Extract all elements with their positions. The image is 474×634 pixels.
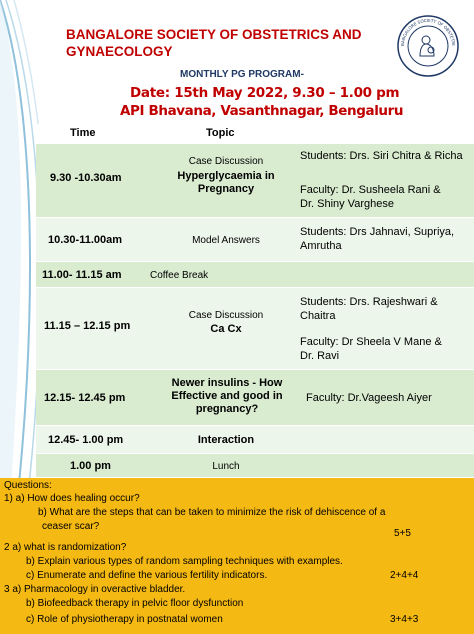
society-seal-icon xyxy=(396,14,460,78)
row-topic-label: Case Discussion xyxy=(188,310,264,321)
table-row xyxy=(36,370,474,426)
question-line: b) Explain various types of random sampling techniques with examples. xyxy=(26,556,343,567)
table-row xyxy=(36,144,474,218)
question-marks: 3+4+3 xyxy=(390,614,419,625)
row-faculty: Faculty: Dr Sheela V Mane & xyxy=(300,336,442,348)
row-students: Students: Drs Jahnavi, Supriya, xyxy=(300,226,455,238)
column-header-topic: Topic xyxy=(206,127,235,139)
row-students: Amrutha xyxy=(300,240,342,252)
row-students: Students: Drs. Siri Chitra & Richa xyxy=(300,150,463,162)
question-line: c) Enumerate and define the various fertility indicators. xyxy=(26,570,268,581)
row-time: 9.30 -10.30am xyxy=(50,172,122,184)
table-row xyxy=(36,218,474,262)
table-header-row xyxy=(36,124,474,144)
questions-section xyxy=(0,478,474,634)
svg-text:BANGALORE SOCIETY OF OBSTETRIC: BANGALORE SOCIETY OF OBSTETRI xyxy=(399,17,457,47)
question-marks: 5+5 xyxy=(394,528,411,539)
title-line-2: GYNAECOLOGY xyxy=(66,44,173,59)
question-line: b) What are the steps that can be taken to minimize the risk of dehiscence of a xyxy=(38,507,386,518)
row-topic: pregnancy? xyxy=(195,403,259,415)
table-row xyxy=(36,288,474,370)
program-subtitle: MONTHLY PG PROGRAM- xyxy=(180,69,304,80)
row-time: 11.15 – 12.15 pm xyxy=(44,320,131,332)
question-line: 2 a) what is randomization? xyxy=(4,542,127,553)
question-line: 1) a) How does healing occur? xyxy=(4,493,140,504)
row-topic-title: Hyperglycaemia in xyxy=(177,170,275,182)
column-header-time: Time xyxy=(70,127,96,139)
title-line-1: BANGALORE SOCIETY OF OBSTETRICS AND xyxy=(66,27,362,42)
question-marks: 2+4+4 xyxy=(390,570,419,581)
row-faculty: Dr. Ravi xyxy=(300,350,340,362)
row-faculty: Faculty: Dr.Vageesh Aiyer xyxy=(306,392,432,404)
row-time: 11.00- 11.15 am xyxy=(42,269,122,281)
row-students: Students: Drs. Rajeshwari & xyxy=(300,296,438,308)
program-header xyxy=(0,0,474,124)
society-title xyxy=(66,26,396,60)
row-topic-title: Pregnancy xyxy=(197,183,255,195)
row-topic: Effective and good in xyxy=(171,390,283,402)
row-time: 12.15- 12.45 pm xyxy=(44,392,126,404)
row-students: Chaitra xyxy=(300,310,336,322)
row-topic: Model Answers xyxy=(192,235,260,246)
row-time: 10.30-11.00am xyxy=(48,234,123,246)
row-topic: Interaction xyxy=(197,434,255,446)
row-topic-label: Case Discussion xyxy=(188,156,264,167)
table-row xyxy=(36,454,474,478)
table-row xyxy=(36,426,474,454)
question-line: b) Biofeedback therapy in pelvic floor dysfunction xyxy=(26,598,244,609)
table-row xyxy=(36,262,474,288)
question-line: c) Role of physiotherapy in postnatal women xyxy=(26,614,223,625)
row-topic: Newer insulins - How xyxy=(171,377,283,389)
row-topic: Lunch xyxy=(212,461,240,472)
question-line: 3 a) Pharmacology in overactive bladder. xyxy=(4,584,186,595)
program-venue: API Bhavana, Vasanthnagar, Bengaluru xyxy=(120,103,404,119)
row-faculty: Dr. Shiny Varghese xyxy=(300,198,394,210)
row-faculty: Faculty: Dr. Susheela Rani & xyxy=(300,184,441,196)
row-topic: Coffee Break xyxy=(150,270,209,281)
program-date: Date: 15th May 2022, 9.30 – 1.00 pm xyxy=(130,85,400,101)
row-topic-title: Ca Cx xyxy=(210,323,242,335)
question-line: ceaser scar? xyxy=(42,521,100,532)
questions-heading: Questions: xyxy=(4,480,52,491)
row-time: 12.45- 1.00 pm xyxy=(48,434,124,446)
row-time: 1.00 pm xyxy=(70,460,111,472)
